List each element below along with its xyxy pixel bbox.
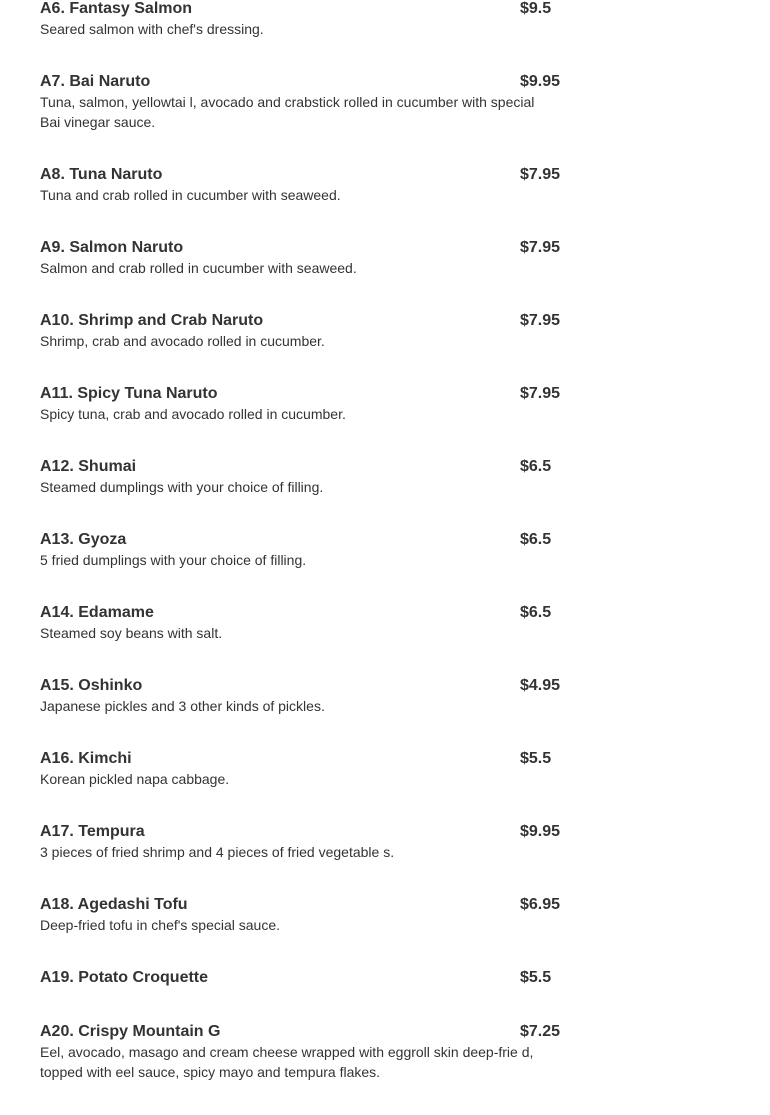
menu-item-description: Steamed soy beans with salt.: [40, 625, 223, 641]
menu-item-name[interactable]: A17. Tempura: [40, 823, 145, 840]
menu-item-a15[interactable]: [40, 676, 560, 749]
menu-item-price: $9.95: [520, 73, 561, 90]
menu-item-price: $7.95: [520, 166, 561, 183]
menu-item-description: Seared salmon with chef's dressing.: [40, 21, 264, 37]
menu-item-price: $4.95: [520, 677, 561, 694]
menu-item-price: $9.5: [520, 0, 552, 17]
menu-item-description: Salmon and crab rolled in cucumber with seaweed.: [40, 260, 357, 276]
menu-item-name[interactable]: A18. Agedashi Tofu: [40, 896, 188, 913]
menu-item-description: Tuna, salmon, yellowtai l, avocado and crabstick rolled in cucumber with special Bai vinegar sauce.: [40, 94, 535, 130]
menu-item-price: $6.5: [520, 531, 552, 548]
menu-item-name[interactable]: A16. Kimchi: [40, 750, 132, 767]
menu-item-description: Japanese pickles and 3 other kinds of pickles.: [40, 698, 325, 714]
menu-item-name[interactable]: A12. Shumai: [40, 458, 137, 475]
menu-item-name[interactable]: A10. Shrimp and Crab Naruto: [40, 312, 264, 329]
menu-item-a9[interactable]: [40, 238, 560, 311]
menu-item-a18[interactable]: [40, 895, 560, 968]
menu-item-a11[interactable]: [40, 384, 560, 457]
menu-item-name[interactable]: A19. Potato Croquette: [40, 969, 209, 986]
menu-item-price: $6.5: [520, 604, 552, 621]
menu-item-a14[interactable]: [40, 603, 560, 676]
menu-item-price: $7.95: [520, 312, 561, 329]
menu-item-name[interactable]: A9. Salmon Naruto: [40, 239, 184, 256]
menu-item-a10[interactable]: [40, 311, 560, 384]
menu-item-a17[interactable]: [40, 822, 560, 895]
menu-item-name[interactable]: A20. Crispy Mountain G: [40, 1023, 221, 1040]
menu-item-name[interactable]: A14. Edamame: [40, 604, 154, 621]
menu-item-price: $7.95: [520, 239, 561, 256]
menu-item-a7[interactable]: [40, 72, 560, 165]
menu-item-name[interactable]: A8. Tuna Naruto: [40, 166, 163, 183]
menu-item-description: Tuna and crab rolled in cucumber with seaweed.: [40, 187, 341, 203]
menu-item-name[interactable]: A11. Spicy Tuna Naruto: [40, 385, 218, 402]
menu-item-name[interactable]: A6. Fantasy Salmon: [40, 0, 193, 17]
menu-item-description: Eel, avocado, masago and cream cheese wrapped with eggroll skin deep-frie d, topped with eel sauce, spicy mayo and tempura flakes.: [40, 1044, 534, 1080]
menu-item-description: 3 pieces of fried shrimp and 4 pieces of fried vegetable s.: [40, 844, 395, 860]
menu-item-description: Korean pickled napa cabbage.: [40, 771, 230, 787]
menu-item-name[interactable]: A7. Bai Naruto: [40, 73, 151, 90]
menu-item-a12[interactable]: [40, 457, 560, 530]
menu-list: [40, 0, 560, 1115]
menu-item-price: $6.95: [520, 896, 561, 913]
menu-item-description: Deep-fried tofu in chef's special sauce.: [40, 917, 281, 933]
menu-item-description: Spicy tuna, crab and avocado rolled in cucumber.: [40, 406, 346, 422]
menu-item-description: Steamed dumplings with your choice of filling.: [40, 479, 324, 495]
menu-item-name[interactable]: A15. Oshinko: [40, 677, 143, 694]
menu-item-a6[interactable]: [40, 0, 560, 72]
menu-item-a16[interactable]: [40, 749, 560, 822]
menu-item-price: $5.5: [520, 750, 552, 767]
menu-item-price: $7.95: [520, 385, 561, 402]
menu-item-name[interactable]: A13. Gyoza: [40, 531, 127, 548]
menu-item-a8[interactable]: [40, 165, 560, 238]
menu-item-description: 5 fried dumplings with your choice of filling.: [40, 552, 307, 568]
menu-item-description: Shrimp, crab and avocado rolled in cucumber.: [40, 333, 325, 349]
menu-item-price: $5.5: [520, 969, 552, 986]
menu-item-a19[interactable]: [40, 968, 560, 1022]
menu-item-price: $7.25: [520, 1023, 561, 1040]
menu-item-price: $9.95: [520, 823, 561, 840]
menu-item-price: $6.5: [520, 458, 552, 475]
menu-item-a20[interactable]: [40, 1022, 560, 1115]
menu-item-a13[interactable]: [40, 530, 560, 603]
